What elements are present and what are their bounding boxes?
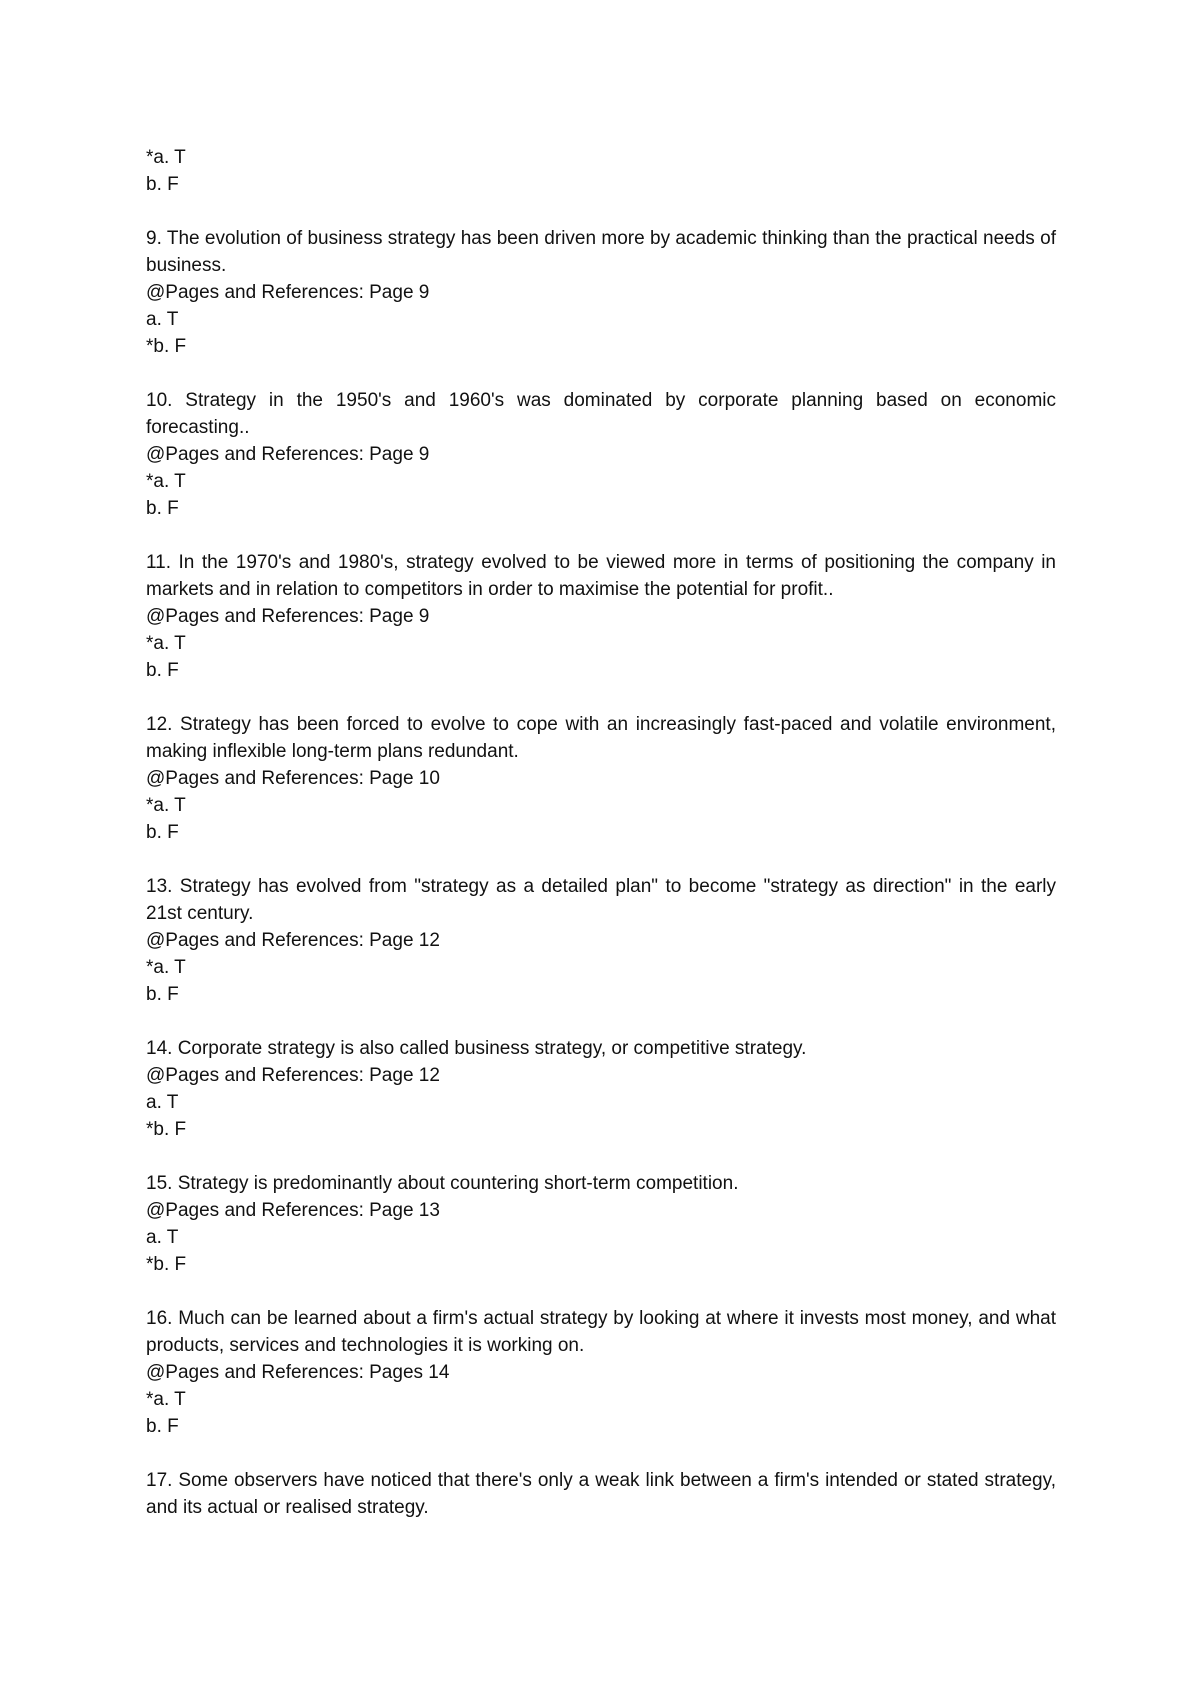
question-9 bbox=[146, 225, 1056, 360]
option-b: b. F bbox=[146, 1416, 179, 1437]
question-reference: @Pages and References: Page 9 bbox=[146, 606, 430, 627]
question-16 bbox=[146, 1305, 1056, 1440]
spacer bbox=[146, 1143, 1056, 1170]
question-text: 12. Strategy has been forced to evolve to cope with an increasingly fast-paced and volatile environment, making inflexible long-term plans redundant. bbox=[146, 714, 1056, 762]
top-option-a: *a. T bbox=[146, 147, 186, 168]
question-text: 14. Corporate strategy is also called business strategy, or competitive strategy. bbox=[146, 1038, 807, 1059]
question-reference: @Pages and References: Page 10 bbox=[146, 768, 440, 789]
question-reference: @Pages and References: Page 12 bbox=[146, 1065, 440, 1086]
question-text: 16. Much can be learned about a firm's actual strategy by looking at where it invests most money, and what products, services and technologies it is working on. bbox=[146, 1308, 1056, 1356]
spacer bbox=[146, 1440, 1056, 1467]
question-reference: @Pages and References: Page 12 bbox=[146, 930, 440, 951]
top-option-b: b. F bbox=[146, 174, 179, 195]
question-11 bbox=[146, 549, 1056, 684]
question-reference: @Pages and References: Page 9 bbox=[146, 444, 430, 465]
question-reference: @Pages and References: Page 13 bbox=[146, 1200, 440, 1221]
option-a: *a. T bbox=[146, 471, 186, 492]
option-a: a. T bbox=[146, 1092, 179, 1113]
option-b: *b. F bbox=[146, 1254, 187, 1275]
spacer bbox=[146, 1278, 1056, 1305]
option-b: *b. F bbox=[146, 1119, 187, 1140]
spacer bbox=[146, 1008, 1056, 1035]
spacer bbox=[146, 684, 1056, 711]
question-13 bbox=[146, 873, 1056, 1008]
option-b: b. F bbox=[146, 660, 179, 681]
question-text: 10. Strategy in the 1950's and 1960's was dominated by corporate planning based on economic forecasting.. bbox=[146, 390, 1056, 438]
question-15 bbox=[146, 1170, 1056, 1278]
option-a: a. T bbox=[146, 1227, 179, 1248]
question-text: 15. Strategy is predominantly about countering short-term competition. bbox=[146, 1173, 739, 1194]
option-a: a. T bbox=[146, 309, 179, 330]
option-b: *b. F bbox=[146, 336, 187, 357]
question-12 bbox=[146, 711, 1056, 846]
question-reference: @Pages and References: Pages 14 bbox=[146, 1362, 450, 1383]
option-a: *a. T bbox=[146, 633, 186, 654]
question-17 bbox=[146, 1467, 1056, 1521]
question-14 bbox=[146, 1035, 1056, 1143]
spacer bbox=[146, 846, 1056, 873]
question-text: 9. The evolution of business strategy has been driven more by academic thinking than the practical needs of business. bbox=[146, 228, 1056, 276]
spacer bbox=[146, 198, 1056, 225]
spacer bbox=[146, 522, 1056, 549]
question-reference: @Pages and References: Page 9 bbox=[146, 282, 430, 303]
option-b: b. F bbox=[146, 822, 179, 843]
option-b: b. F bbox=[146, 984, 179, 1005]
option-b: b. F bbox=[146, 498, 179, 519]
option-a: *a. T bbox=[146, 795, 186, 816]
spacer bbox=[146, 360, 1056, 387]
option-a: *a. T bbox=[146, 957, 186, 978]
question-10 bbox=[146, 387, 1056, 522]
question-text: 17. Some observers have noticed that there's only a weak link between a firm's intended or stated strategy, and its actual or realised strategy. bbox=[146, 1470, 1056, 1518]
question-text: 11. In the 1970's and 1980's, strategy evolved to be viewed more in terms of positioning the company in markets and in relation to competitors in order to maximise the potential for profit.. bbox=[146, 552, 1056, 600]
document-page bbox=[146, 144, 1056, 1521]
option-a: *a. T bbox=[146, 1389, 186, 1410]
question-text: 13. Strategy has evolved from "strategy as a detailed plan" to become "strategy as direction" in the early 21st century. bbox=[146, 876, 1056, 924]
